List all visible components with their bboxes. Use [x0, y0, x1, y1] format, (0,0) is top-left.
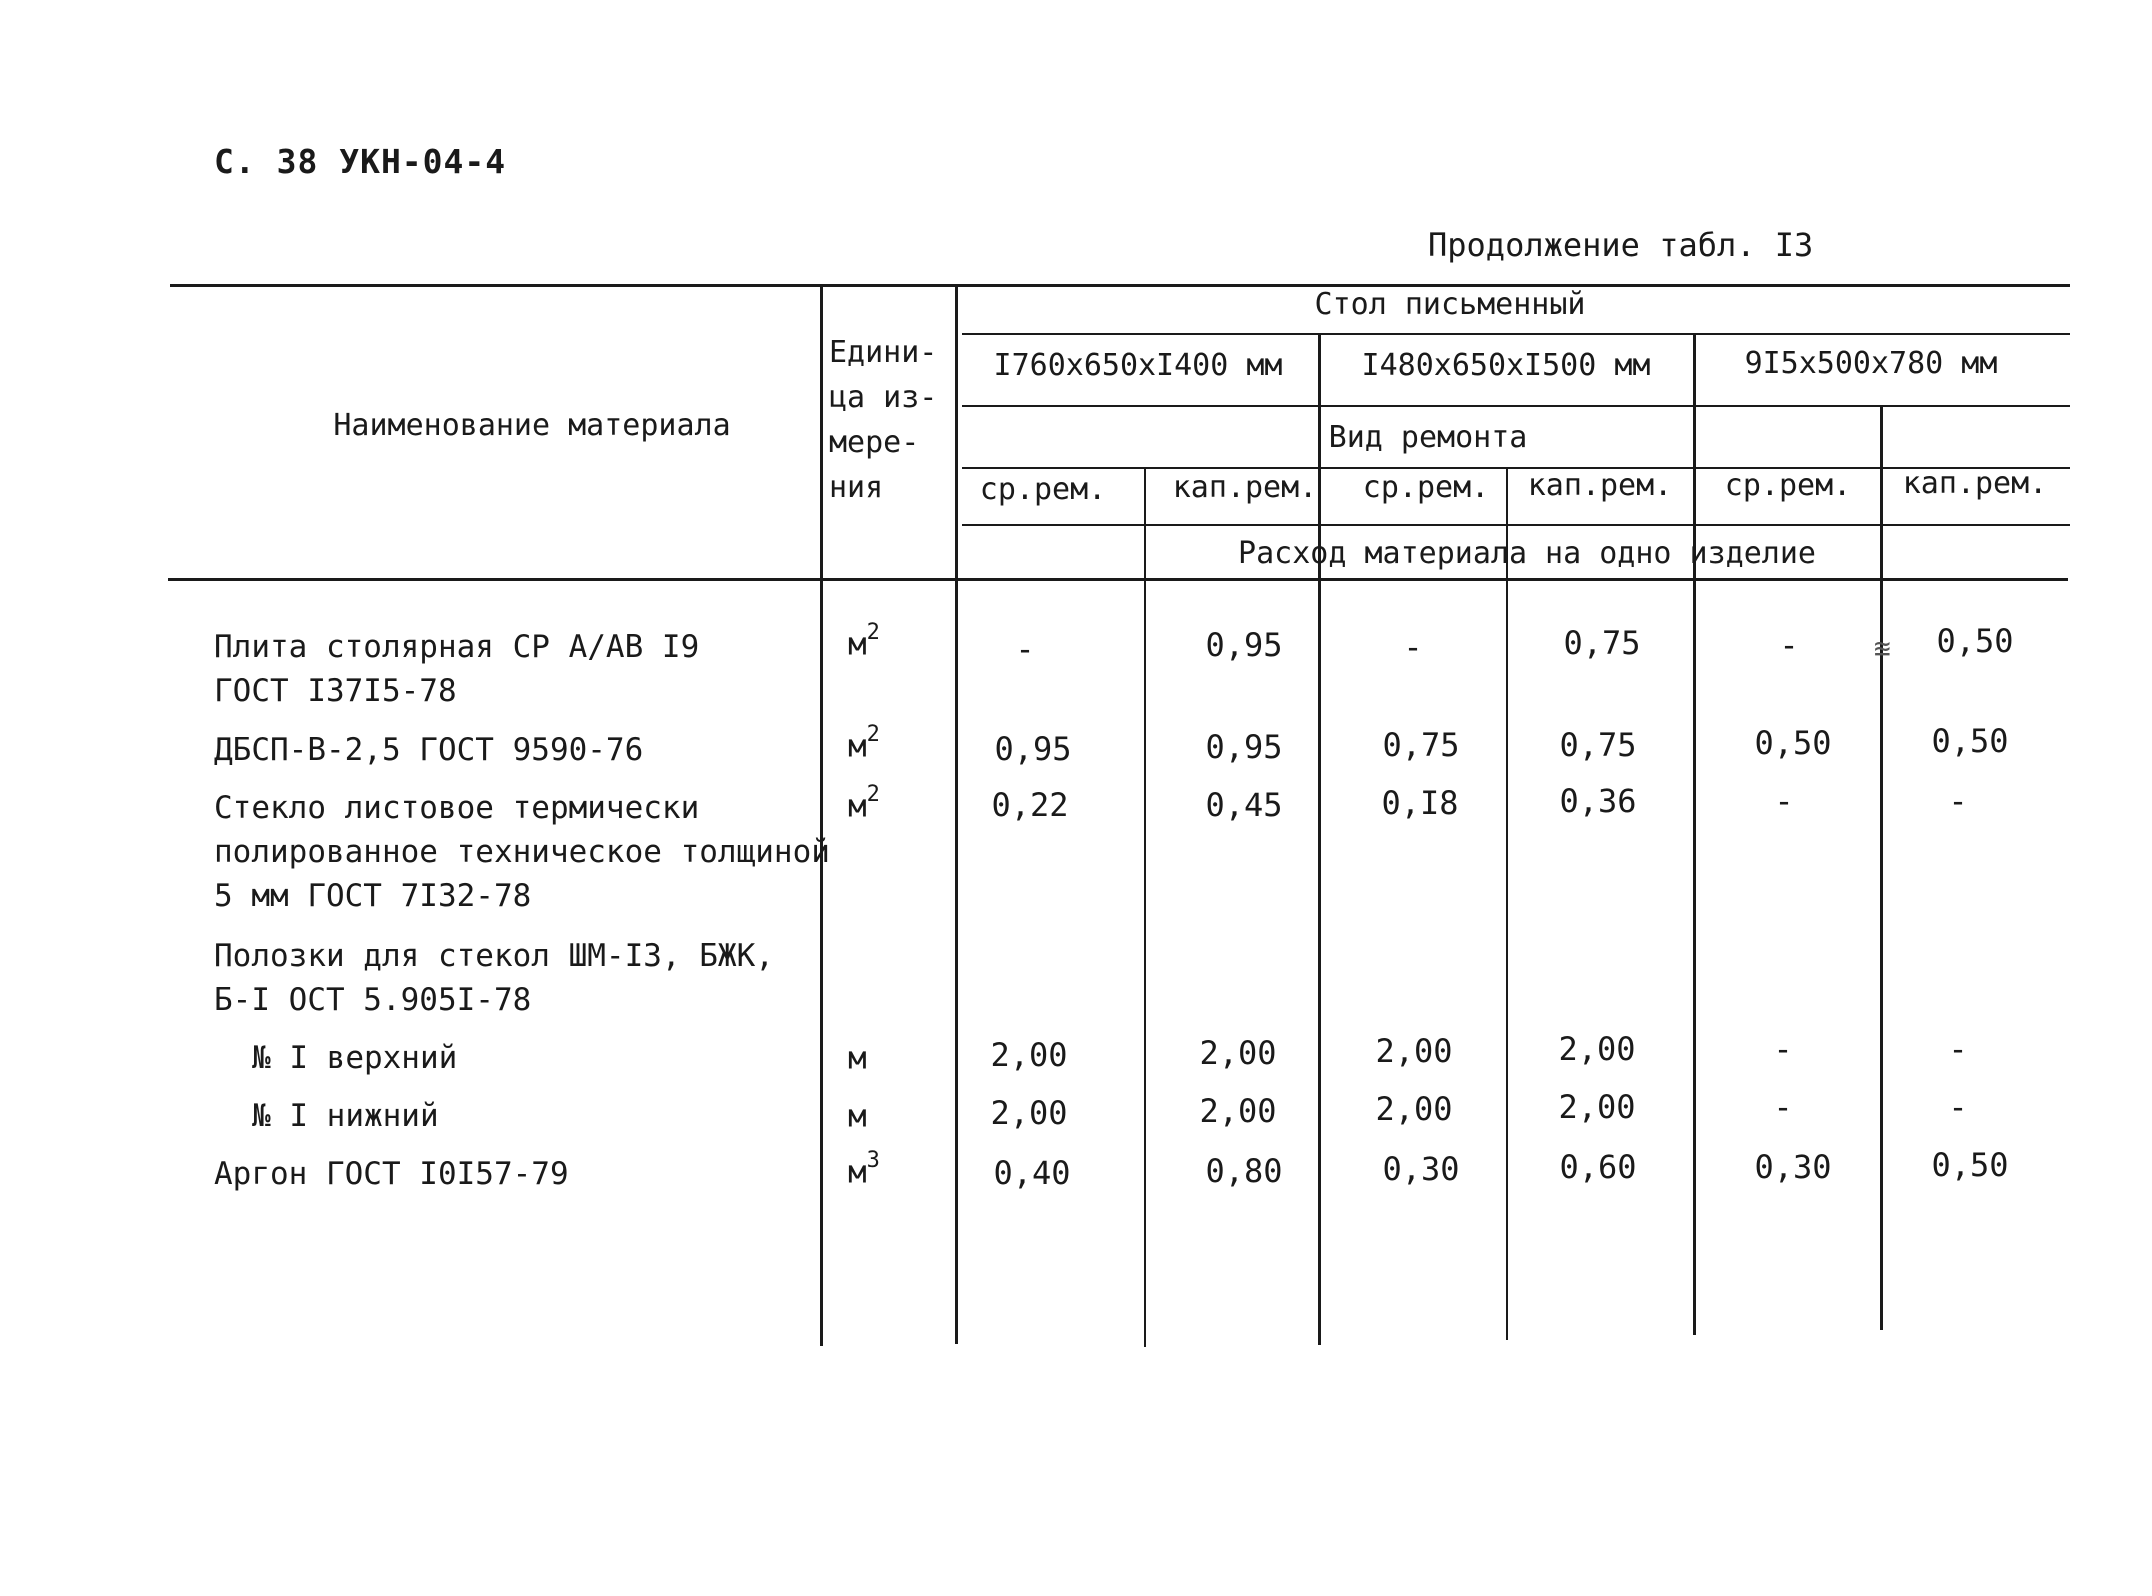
header-repair-col-2: кап.рем. [1172, 470, 1318, 505]
table-continuation-label: Продолжение табл. I3 [1428, 226, 1814, 264]
row-1-value-4: 0,75 [1563, 624, 1641, 662]
row-6-value-4: 2,00 [1558, 1088, 1636, 1126]
row-5-unit: м [848, 1040, 867, 1077]
row-5-name: № I верхний [252, 1040, 458, 1076]
header-rule-sizes [962, 405, 2070, 407]
col-rule-2 [1144, 467, 1146, 1347]
row-5-value-6: - [1948, 1030, 1968, 1068]
row-5-value-2: 2,00 [1199, 1034, 1277, 1072]
row-6-unit: м [848, 1098, 867, 1135]
row-7-name: Аргон ГОСТ I0I57-79 [214, 1156, 569, 1192]
row-6-value-6: - [1948, 1088, 1968, 1126]
header-rule-product [962, 333, 2070, 335]
row-1-value-3: - [1403, 628, 1423, 666]
header-repair-col-1: ср.рем. [979, 472, 1107, 507]
row-5-value-3: 2,00 [1375, 1032, 1453, 1070]
header-repair-col-3: ср.рем. [1362, 470, 1490, 505]
page-header: С. 38 УКН-04-4 [214, 142, 507, 181]
row-2-value-4: 0,75 [1559, 726, 1637, 764]
header-repair-col-5: ср.рем. [1724, 468, 1852, 503]
row-6-name: № I нижний [252, 1098, 439, 1134]
header-repair-col-6: кап.рем. [1902, 466, 2048, 501]
col-rule-4 [1506, 467, 1508, 1340]
col-rule-values [955, 284, 958, 1344]
header-repair-type: Вид ремонта [1328, 420, 1528, 455]
row-5-value-1: 2,00 [990, 1036, 1068, 1074]
col-rule-5 [1693, 333, 1696, 1335]
row-2-value-6: 0,50 [1931, 722, 2009, 760]
row-7-value-4: 0,60 [1559, 1148, 1637, 1186]
row-1-unit: $м^2$ [848, 620, 880, 663]
row-6-value-3: 2,00 [1375, 1090, 1453, 1128]
row-7-unit: $м^3$ [848, 1148, 880, 1191]
header-unit: Едини- ца из- мере- ния [829, 335, 938, 505]
row-1-value-1: - [1015, 630, 1035, 668]
row-3-value-5: - [1774, 782, 1794, 820]
row-7-value-3: 0,30 [1382, 1150, 1460, 1188]
row-4-name: Полозки для стекол ШМ-I3, БЖК, Б-I ОСТ 5.905I-78 [214, 938, 774, 1018]
row-2-value-1: 0,95 [994, 730, 1072, 768]
header-repair-col-4: кап.рем. [1527, 468, 1673, 503]
header-material-name: Наименование материала [333, 408, 731, 443]
row-7-value-6: 0,50 [1931, 1146, 2009, 1184]
ink-mark: ≊ [1874, 632, 1891, 665]
table-top-rule [170, 284, 2070, 287]
row-3-value-2: 0,45 [1205, 786, 1283, 824]
row-3-value-6: - [1948, 782, 1968, 820]
row-7-value-1: 0,40 [993, 1154, 1071, 1192]
row-1-value-6: 0,50 [1936, 622, 2014, 660]
row-7-value-5: 0,30 [1754, 1148, 1832, 1186]
header-size-3: 9I5x500x780 мм [1744, 346, 1998, 381]
row-6-value-5: - [1773, 1088, 1793, 1126]
row-5-value-4: 2,00 [1558, 1030, 1636, 1068]
row-2-value-3: 0,75 [1382, 726, 1460, 764]
row-1-value-2: 0,95 [1205, 626, 1283, 664]
col-rule-3 [1318, 333, 1321, 1345]
row-6-value-2: 2,00 [1199, 1092, 1277, 1130]
row-1-name: Плита столярная СР А/АВ I9 ГОСТ I37I5-78 [214, 629, 700, 709]
row-7-value-2: 0,80 [1205, 1152, 1283, 1190]
header-rule-repair-cols [962, 524, 2070, 526]
row-2-unit: $м^2$ [848, 722, 880, 765]
row-1-value-5: - [1779, 626, 1799, 664]
col-rule-6 [1880, 405, 1883, 1330]
row-3-unit: $м^2$ [848, 782, 880, 825]
header-bottom-rule [168, 578, 2068, 581]
header-consumption: Расход материала на одно изделие [1238, 536, 1816, 571]
row-6-value-1: 2,00 [990, 1094, 1068, 1132]
row-3-value-1: 0,22 [991, 786, 1069, 824]
row-3-value-3: 0,I8 [1381, 784, 1459, 822]
header-size-2: I480x650xI500 мм [1361, 348, 1651, 383]
row-3-value-4: 0,36 [1559, 782, 1637, 820]
header-size-1: I760x650xI400 мм [993, 348, 1283, 383]
row-5-value-5: - [1773, 1030, 1793, 1068]
header-product: Стол письменный [1314, 287, 1586, 322]
row-2-value-5: 0,50 [1754, 724, 1832, 762]
row-3-name: Стекло листовое термически полированное техническое толщиной 5 мм ГОСТ 7I32-78 [214, 790, 830, 914]
row-2-name: ДБСП-В-2,5 ГОСТ 9590-76 [214, 732, 644, 768]
row-2-value-2: 0,95 [1205, 728, 1283, 766]
